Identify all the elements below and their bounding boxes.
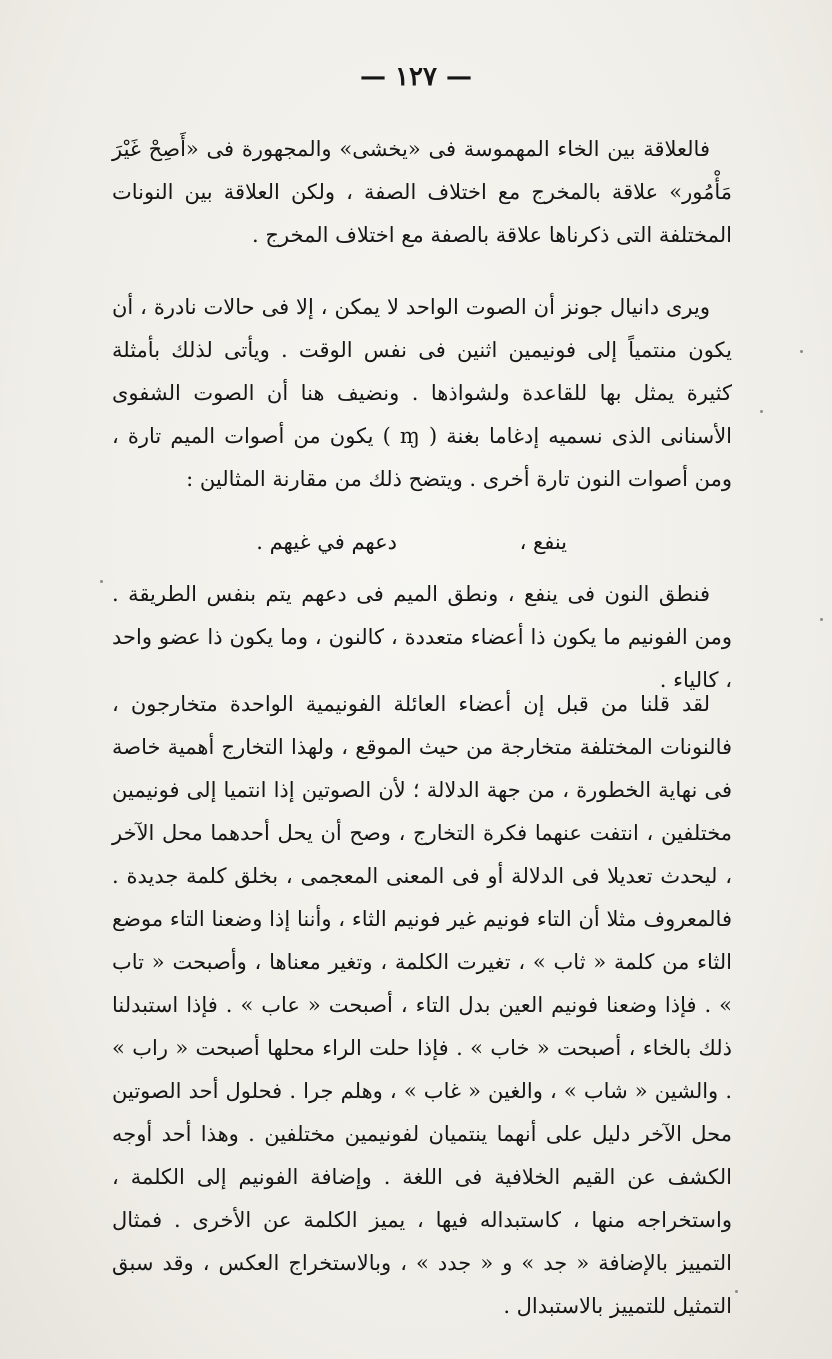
paragraph-phoneme-family (112, 683, 732, 1328)
paragraph-phoneme-relations (112, 128, 732, 257)
paper-speck (820, 618, 823, 621)
examples-line (112, 530, 732, 570)
paragraph-text: ويرى دانيال جونز أن الصوت الواحد لا يمكن ، إلا فى حالات نادرة ، أن يكون منتمياً إلى فونيمين اثنين فى نفس الوقت . ويأتى لذلك بأمثلة كثيرة يمثل بها للقاعدة ولشواذها . ونضيف هنا أن الصوت الشفوى الأسنانى الذى نسميه إدغاما بغنة ( ɱ ) يكون من أصوات الميم تارة ، ومن أصوات النون تارة أخرى . ويتضح ذلك من مقارنة المثالين : (112, 295, 733, 491)
paper-speck (735, 1290, 738, 1293)
paper-speck (800, 350, 803, 353)
paper-speck (760, 410, 763, 413)
paragraph-daniel-jones (112, 286, 732, 501)
paper-speck (100, 580, 103, 583)
example-word: ينفع ، (519, 530, 567, 554)
page-number: — ١٢٧ — (359, 62, 473, 92)
paragraph-text: فالعلاقة بين الخاء المهموسة فى «يخشى» والمجهورة فى «أَصِحْ غَيْرَ مَأْمُور» علاقة بالمخرج مع اختلاف الصفة ، ولكن العلاقة بين النونات المختلفة التى ذكرناها علاقة بالصفة مع اختلاف المخرج . (112, 137, 732, 247)
paragraph-text: لقد قلنا من قبل إن أعضاء العائلة الفونيمية الواحدة متخارجون ، فالنونات المختلفة متخارجة من حيث الموقع ، ولهذا التخارج أهمية خاصة فى نهاية الخطورة ، من جهة الدلالة ؛ لأن الصوتين إذا انتميا إلى فونيمين مختلفين ، انتفت عنهما فكرة التخارج ، وصح أن يحل أحدهما محل الآخر ، ليحدث تعديلا فى الدلالة أو فى المعنى المعجمى ، بخلق كلمة جديدة . فالمعروف مثلا أن التاء فونيم غير فونيم الثاء ، وأننا إذا وضعنا التاء موضع الثاء من كلمة « ثاب » ، تغيرت الكلمة ، وتغير معناها ، وأصبحت « تاب » . فإذا وضعنا فونيم العين بدل التاء ، أصبحت « عاب » . فإذا استبدلنا ذلك بالخاء ، أصبحت « خاب » . فإذا حلت الراء محلها أصبحت « راب » . والشين « شاب » ، والغين « غاب » ، وهلم جرا . فحلول أحد الصوتين محل الآخر دليل على أنهما ينتميان لفونيمين مختلفين . وهذا أحد أوجه الكشف عن القيم الخلافية فى اللغة . وإضافة الفونيم إلى الكلمة ، واستخراجه منها ، كاستبداله فيها ، يميز الكلمة عن الأخرى . فمثال التمييز بالإضافة « جد » و « جدد » ، وبالاستخراج العكس ، وقد سبق التمثيل للتمييز بالاستبدال . (112, 692, 732, 1318)
paragraph-text: فنطق النون فى ينفع ، ونطق الميم فى دعهم يتم بنفس الطريقة . ومن الفونيم ما يكون ذا أعضاء متعددة ، كالنون ، وما يكون ذا عضو واحد ، كالياء . (112, 582, 732, 692)
example-phrase: دعهم في غيهم . (256, 530, 397, 554)
